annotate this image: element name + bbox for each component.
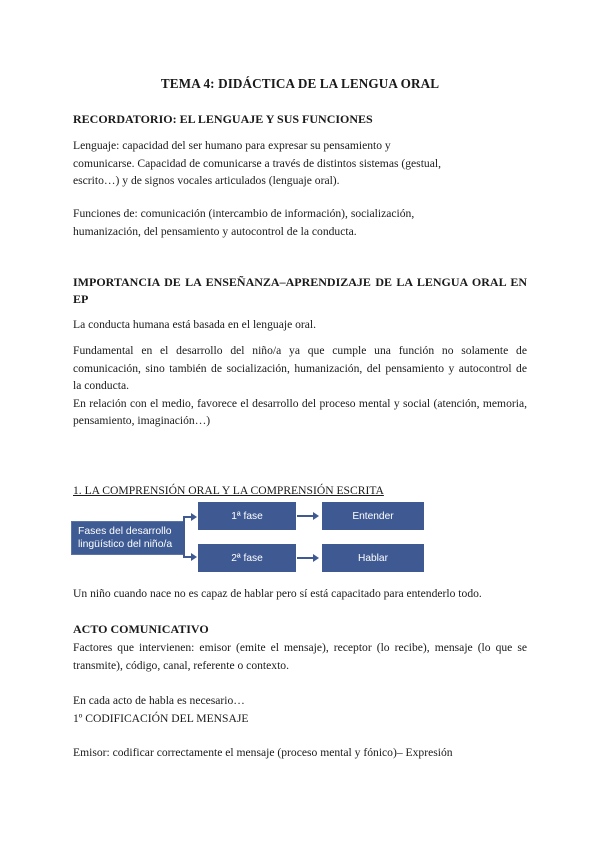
conducta-paragraph: La conducta humana está basada en el lenguaje oral. — [73, 318, 317, 331]
arrow-right-icon — [313, 512, 319, 520]
text-line: pensamiento, imaginación…) — [73, 414, 211, 428]
heading-line: EP — [73, 292, 89, 306]
text-line: Factores que intervienen: emisor (emite el mensaje), receptor (lo recibe), mensaje (lo que se — [73, 641, 527, 654]
text-line: En relación con el medio, favorece el desarrollo del proceso mental y social (atención, memoria, — [73, 396, 527, 410]
arrow-right-icon — [191, 553, 197, 561]
page-title: TEMA 4: DIDÁCTICA DE LA LENGUA ORAL — [160, 76, 440, 91]
text-line: comunicarse. Capacidad de comunicarse a través de distintos sistemas (gestual, — [73, 156, 441, 170]
connector-top — [183, 516, 191, 518]
funciones-paragraph — [73, 205, 533, 240]
phase-1-box: 1ª fase — [198, 502, 296, 530]
connector-phase2-result — [297, 557, 313, 559]
text-line: escrito…) y de signos vocales articulados (lenguaje oral). — [73, 174, 340, 188]
text-line: Funciones de: comunicación (intercambio de información), socialización, — [73, 207, 415, 220]
result-entender-box: Entender — [322, 502, 424, 530]
fundamental-paragraph — [73, 342, 527, 430]
text-line: transmite), código, canal, referente o contexto. — [73, 658, 290, 672]
diagram-root-line: lingüístico del niño/a — [78, 539, 173, 550]
section-heading-recordatorio: RECORDATORIO: EL LENGUAJE Y SUS FUNCIONES — [73, 112, 373, 126]
arrow-right-icon — [191, 513, 197, 521]
text-line: humanización, del pensamiento y autocontrol de la conducta. — [73, 224, 357, 238]
factores-paragraph — [73, 639, 527, 674]
phase-2-box: 2ª fase — [198, 544, 296, 572]
arrow-right-icon — [313, 554, 319, 562]
text-line: Fundamental en el desarrollo del niño/a ya que cumple una función no solamente de — [73, 344, 527, 357]
heading-line: IMPORTANCIA DE LA ENSEÑANZA–APRENDIZAJE DE LA LENGUA ORAL EN — [73, 275, 527, 289]
connector-vertical — [183, 516, 185, 558]
connector-phase1-result — [297, 515, 313, 517]
text-line: Lenguaje: capacidad del ser humano para expresar su pensamiento y — [73, 139, 391, 152]
result-hablar-box: Hablar — [322, 544, 424, 572]
diagram-root-box — [71, 521, 184, 555]
diagram-root-line: Fases del desarrollo — [78, 526, 172, 537]
emisor-line: Emisor: codificar correctamente el mensaje (proceso mental y fónico)– Expresión — [73, 746, 453, 759]
text-line: la conducta. — [73, 379, 130, 393]
intro-line: En cada acto de habla es necesario… — [73, 694, 245, 707]
section-heading-importancia — [73, 274, 527, 308]
connector-bottom — [183, 556, 191, 558]
section-heading-acto: ACTO COMUNICATIVO — [73, 622, 209, 636]
nino-note: Un niño cuando nace no es capaz de hablar pero sí está capacitado para entenderlo todo. — [73, 587, 482, 600]
text-line: comunicación, sino también de socialización, humanización, del pensamiento y autocontrol de — [73, 361, 527, 375]
lenguaje-paragraph — [73, 137, 533, 190]
subheading-codificacion: 1º CODIFICACIÓN DEL MENSAJE — [73, 712, 249, 725]
section-heading-comprension: 1. LA COMPRENSIÓN ORAL Y LA COMPRENSIÓN ESCRITA — [73, 484, 384, 497]
